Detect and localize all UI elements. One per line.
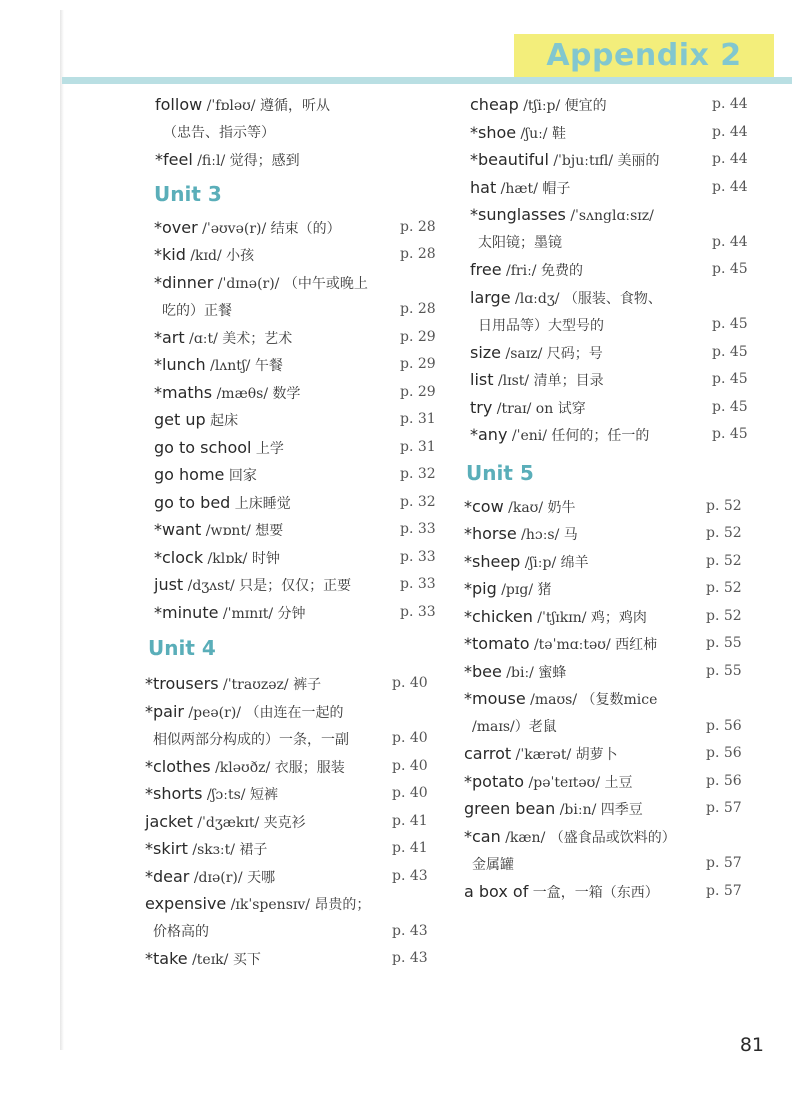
vocab-word: *cow bbox=[464, 496, 504, 516]
vocab-word: follow bbox=[155, 95, 203, 114]
vocab-word: list bbox=[470, 370, 494, 389]
vocab-definition: 上床睡觉 bbox=[230, 495, 291, 512]
vocab-definition: /tʃiːp/ 便宜的 bbox=[518, 98, 607, 114]
vocab-definition-continued: （忠告、指示等） bbox=[163, 125, 275, 141]
vocab-definition: /mæθs/ 数学 bbox=[212, 385, 301, 402]
vocab-entry bbox=[464, 823, 676, 879]
vocab-word: go to school bbox=[154, 437, 252, 457]
vocab-definition: /biː/ 蜜蜂 bbox=[501, 664, 567, 681]
vocab-entry bbox=[470, 394, 586, 423]
vocab-definition: 回家 bbox=[224, 468, 257, 484]
page-reference: p. 28 bbox=[400, 246, 436, 262]
vocab-definition: /ˈmɪnɪt/ 分钟 bbox=[218, 605, 306, 622]
vocab-definition: 起床 bbox=[205, 413, 239, 429]
vocab-definition: /ɪkˈspensɪv/ 昂贵的； bbox=[226, 897, 371, 913]
vocab-word: *take bbox=[145, 949, 188, 968]
vocab-word: hat bbox=[470, 177, 497, 197]
vocab-definition: /peə(r)/ （由连在一起的 bbox=[183, 704, 344, 721]
page-reference: p. 33 bbox=[400, 548, 436, 565]
vocab-entry bbox=[154, 544, 280, 573]
page-reference: p. 56 bbox=[706, 772, 742, 789]
page-reference: p. 43 bbox=[392, 950, 428, 966]
vocab-definition: /fiːl/ 觉得；感到 bbox=[192, 153, 300, 169]
page-reference: p. 44 bbox=[712, 178, 748, 195]
vocab-entry bbox=[464, 878, 659, 907]
vocab-definition: /lɑːdʒ/ （服装、食物、 bbox=[510, 290, 662, 307]
page-reference: p. 33 bbox=[400, 603, 436, 620]
vocab-word: *feel bbox=[155, 150, 193, 169]
vocab-entry bbox=[155, 91, 330, 147]
vocab-entry bbox=[464, 575, 552, 604]
vocab-entry bbox=[470, 256, 583, 285]
vocab-word: expensive bbox=[145, 894, 227, 913]
vocab-word: *dear bbox=[145, 866, 190, 886]
vocab-entry bbox=[154, 241, 254, 270]
page-reference: p. 33 bbox=[400, 521, 436, 537]
vocab-word: *kid bbox=[154, 245, 186, 264]
vocab-word: *can bbox=[464, 826, 501, 846]
page-reference: p. 32 bbox=[400, 493, 436, 510]
vocab-word: green bean bbox=[464, 799, 556, 818]
vocab-definition: /ʃuː/ 鞋 bbox=[516, 125, 566, 142]
vocab-word: go home bbox=[154, 465, 225, 484]
vocab-entry bbox=[154, 461, 257, 490]
vocab-definition: /wɒnt/ 想要 bbox=[201, 523, 284, 539]
vocab-word: go to bed bbox=[154, 492, 231, 512]
vocab-definition: /klɒk/ 时钟 bbox=[203, 550, 280, 567]
vocab-definition-continued: 太阳镜；墨镜 bbox=[478, 235, 562, 251]
vocab-entry bbox=[145, 835, 267, 864]
vocab-entry bbox=[470, 146, 660, 175]
page-reference: p. 41 bbox=[392, 812, 428, 829]
vocab-word: *trousers bbox=[145, 674, 219, 693]
page-reference: p. 40 bbox=[392, 675, 428, 691]
vocab-definition: /ˈdʒækɪt/ 夹克衫 bbox=[192, 814, 306, 831]
vocab-entry bbox=[145, 863, 275, 892]
vocab-word: *art bbox=[154, 327, 185, 347]
vocab-entry bbox=[154, 214, 341, 243]
vocab-definition: /ˈtʃɪkɪn/ 鸡；鸡肉 bbox=[532, 609, 647, 626]
page-reference: p. 32 bbox=[400, 466, 436, 482]
vocab-definition: /teɪk/ 买下 bbox=[187, 952, 261, 968]
vocab-word: cheap bbox=[470, 95, 519, 114]
page-reference: p. 44 bbox=[712, 151, 748, 167]
page-reference: p. 45 bbox=[712, 343, 748, 360]
vocab-word: jacket bbox=[145, 811, 193, 831]
vocab-definition: /ˈkærət/ 胡萝卜 bbox=[511, 747, 618, 763]
vocab-word: get up bbox=[154, 410, 206, 429]
vocab-definition: /dɪə(r)/ 天哪 bbox=[189, 869, 276, 886]
vocab-word: just bbox=[154, 575, 184, 594]
vocab-word: *bee bbox=[464, 661, 502, 681]
vocab-entry bbox=[464, 520, 578, 549]
page-reference: p. 57 bbox=[706, 855, 742, 871]
vocab-definition: /ˈbjuːtɪfl/ 美丽的 bbox=[548, 153, 660, 169]
page-reference: p. 55 bbox=[706, 635, 742, 651]
vocab-word: *potato bbox=[464, 771, 525, 791]
vocab-word: *shorts bbox=[145, 784, 203, 803]
vocab-word: *skirt bbox=[145, 839, 188, 858]
page-reference: p. 29 bbox=[400, 356, 436, 372]
page-reference: p. 52 bbox=[706, 580, 742, 596]
vocab-entry bbox=[470, 339, 603, 368]
vocab-word: free bbox=[470, 260, 502, 279]
vocab-word: carrot bbox=[464, 744, 512, 763]
page-reference: p. 56 bbox=[706, 745, 742, 761]
page-reference: p. 57 bbox=[706, 800, 742, 816]
vocab-entry bbox=[464, 493, 576, 522]
page-reference: p. 28 bbox=[400, 301, 436, 317]
vocab-definition-continued: 吃的）正餐 bbox=[162, 302, 232, 319]
unit-heading: Unit 3 bbox=[154, 181, 222, 206]
unit-heading: Unit 5 bbox=[466, 460, 534, 485]
vocab-definition: /kæn/ （盛食品或饮料的） bbox=[500, 829, 676, 846]
vocab-word: *sunglasses bbox=[470, 205, 566, 224]
vocab-entry bbox=[145, 780, 278, 809]
vocab-entry bbox=[464, 685, 657, 741]
vocab-entry bbox=[464, 768, 633, 797]
vocab-entry bbox=[154, 434, 284, 463]
vocab-entry bbox=[145, 808, 306, 837]
vocab-entry bbox=[145, 698, 349, 754]
page-number: 81 bbox=[739, 1034, 764, 1056]
vocab-entry bbox=[145, 753, 345, 782]
vocab-entry bbox=[470, 366, 604, 395]
vocab-definition: /lʌntʃ/ 午餐 bbox=[205, 358, 283, 374]
vocab-definition: /traɪ/ on 试穿 bbox=[492, 400, 586, 417]
vocab-entry bbox=[154, 324, 292, 353]
page-reference: p. 44 bbox=[712, 123, 748, 140]
vocab-definition: /ˈeni/ 任何的；任一的 bbox=[507, 428, 650, 444]
vocab-entry bbox=[154, 379, 301, 408]
vocab-word: *want bbox=[154, 520, 202, 539]
vocab-word: *clothes bbox=[145, 756, 211, 776]
vocab-entry bbox=[154, 571, 351, 600]
vocab-entry bbox=[145, 670, 321, 699]
page-edge-shadow bbox=[60, 10, 64, 1050]
vocab-entry bbox=[470, 284, 662, 340]
vocab-definition: /ˈəʊvə(r)/ 结束（的） bbox=[197, 220, 341, 237]
page-reference: p. 52 bbox=[706, 607, 742, 624]
vocab-definition: /kləʊðz/ 衣服；服装 bbox=[210, 759, 345, 776]
vocab-entry bbox=[464, 740, 618, 769]
vocab-definition: /ˈtraʊzəz/ 裤子 bbox=[218, 677, 322, 693]
appendix-banner: Appendix 2 bbox=[514, 34, 774, 78]
vocab-definition: 上学 bbox=[251, 440, 284, 457]
vocab-definition: /friː/ 免费的 bbox=[501, 263, 583, 279]
vocab-definition: /biːn/ 四季豆 bbox=[555, 802, 643, 818]
vocab-word: *shoe bbox=[470, 122, 517, 142]
vocab-entry bbox=[470, 119, 566, 148]
page-reference: p. 52 bbox=[706, 552, 742, 569]
page-reference: p. 40 bbox=[392, 730, 428, 746]
vocab-definition-continued: 日用品等）大型号的 bbox=[478, 317, 604, 334]
vocab-word: *horse bbox=[464, 524, 517, 543]
vocab-definition: 一盒，一箱（东西） bbox=[528, 884, 659, 901]
vocab-entry bbox=[464, 658, 566, 687]
page-reference: p. 40 bbox=[392, 757, 428, 774]
page-reference: p. 31 bbox=[400, 438, 436, 455]
vocab-definition: /skɜːt/ 裙子 bbox=[187, 842, 268, 858]
vocab-word: *lunch bbox=[154, 355, 206, 374]
header-rule bbox=[62, 77, 792, 84]
page-reference: p. 45 bbox=[712, 261, 748, 277]
page-reference: p. 43 bbox=[392, 867, 428, 884]
vocab-definition: /hæt/ 帽子 bbox=[496, 180, 571, 197]
vocab-word: size bbox=[470, 342, 502, 362]
vocab-definition: /ʃɔːts/ 短裤 bbox=[202, 787, 278, 803]
vocab-definition: /pɪg/ 猪 bbox=[496, 582, 552, 598]
vocab-entry bbox=[154, 489, 291, 518]
vocab-definition: /saɪz/ 尺码；号 bbox=[501, 345, 603, 362]
page-reference: p. 33 bbox=[400, 576, 436, 592]
page-reference: p. 44 bbox=[712, 233, 748, 250]
vocab-word: *sheep bbox=[464, 551, 521, 571]
vocab-entry bbox=[145, 945, 261, 974]
vocab-definition: /kaʊ/ 奶牛 bbox=[503, 499, 576, 516]
vocab-definition: /ʃiːp/ 绵羊 bbox=[520, 554, 589, 571]
page-reference: p. 31 bbox=[400, 411, 436, 427]
page-reference: p. 41 bbox=[392, 840, 428, 856]
page-reference: p. 52 bbox=[706, 497, 742, 514]
vocab-entry bbox=[470, 91, 607, 120]
vocab-word: *mouse bbox=[464, 689, 526, 708]
vocab-entry bbox=[145, 890, 370, 946]
vocab-word: *chicken bbox=[464, 606, 533, 626]
vocab-definition-continued: 价格高的 bbox=[153, 924, 209, 940]
vocab-entry bbox=[154, 269, 368, 325]
vocab-entry bbox=[155, 146, 300, 175]
vocab-definition: /ˈsʌnglɑːsɪz/ bbox=[565, 208, 654, 224]
page-reference: p. 29 bbox=[400, 383, 436, 400]
vocab-entry bbox=[464, 603, 647, 632]
vocab-definition: /lɪst/ 清单；目录 bbox=[493, 373, 604, 389]
page-reference: p. 56 bbox=[706, 717, 742, 734]
vocab-definition-continued: 金属罐 bbox=[472, 856, 514, 873]
vocab-word: *maths bbox=[154, 382, 213, 402]
page-reference: p. 40 bbox=[392, 785, 428, 801]
vocab-word: *any bbox=[470, 425, 508, 444]
page-reference: p. 55 bbox=[706, 662, 742, 679]
vocab-word: *pig bbox=[464, 579, 497, 598]
vocab-entry bbox=[154, 406, 238, 435]
vocab-definition-continued: 相似两部分构成的）一条，一副 bbox=[153, 731, 349, 748]
vocab-word: try bbox=[470, 397, 493, 417]
vocab-word: *clock bbox=[154, 547, 204, 567]
vocab-word: a box of bbox=[464, 881, 529, 901]
vocab-definition: /maʊs/ （复数mice bbox=[525, 692, 658, 708]
vocab-entry bbox=[154, 599, 306, 628]
vocab-entry bbox=[470, 421, 649, 450]
page-reference: p. 52 bbox=[706, 525, 742, 541]
vocab-entry bbox=[154, 351, 283, 380]
vocab-definition: /ɑːt/ 美术；艺术 bbox=[184, 330, 293, 347]
vocab-definition: /ˈdɪnə(r)/ （中午或晚上 bbox=[213, 275, 368, 292]
page-reference: p. 45 bbox=[712, 398, 748, 415]
vocab-definition: /təˈmɑːtəʊ/ 西红柿 bbox=[529, 637, 658, 653]
vocab-definition: /hɔːs/ 马 bbox=[516, 527, 578, 543]
page-reference: p. 45 bbox=[712, 316, 748, 332]
page-reference: p. 45 bbox=[712, 371, 748, 387]
vocab-entry bbox=[154, 516, 283, 545]
vocab-word: *tomato bbox=[464, 634, 530, 653]
page-reference: p. 57 bbox=[706, 882, 742, 899]
vocab-definition: /dʒʌst/ 只是；仅仅；正要 bbox=[183, 578, 352, 594]
vocab-entry bbox=[464, 630, 657, 659]
vocab-word: *beautiful bbox=[470, 150, 549, 169]
page-reference: p. 44 bbox=[712, 96, 748, 112]
vocab-word: *minute bbox=[154, 602, 219, 622]
vocab-entry bbox=[464, 795, 643, 824]
unit-heading: Unit 4 bbox=[148, 636, 216, 660]
page-reference: p. 45 bbox=[712, 426, 748, 442]
vocab-entry bbox=[470, 174, 570, 203]
vocab-word: *over bbox=[154, 217, 198, 237]
vocab-word: *pair bbox=[145, 701, 184, 721]
page-reference: p. 43 bbox=[392, 922, 428, 939]
vocab-entry bbox=[464, 548, 589, 577]
page-reference: p. 28 bbox=[400, 218, 436, 235]
vocab-definition-continued: /maɪs/）老鼠 bbox=[472, 719, 557, 735]
vocab-entry bbox=[470, 201, 654, 257]
vocab-definition: /ˈfɒləʊ/ 遵循，听从 bbox=[202, 98, 330, 114]
vocab-word: *dinner bbox=[154, 272, 214, 292]
vocab-word: large bbox=[470, 287, 511, 307]
vocab-definition: /kɪd/ 小孩 bbox=[185, 248, 255, 264]
page-reference: p. 29 bbox=[400, 328, 436, 345]
vocab-definition: /pəˈteɪtəʊ/ 土豆 bbox=[524, 774, 633, 791]
